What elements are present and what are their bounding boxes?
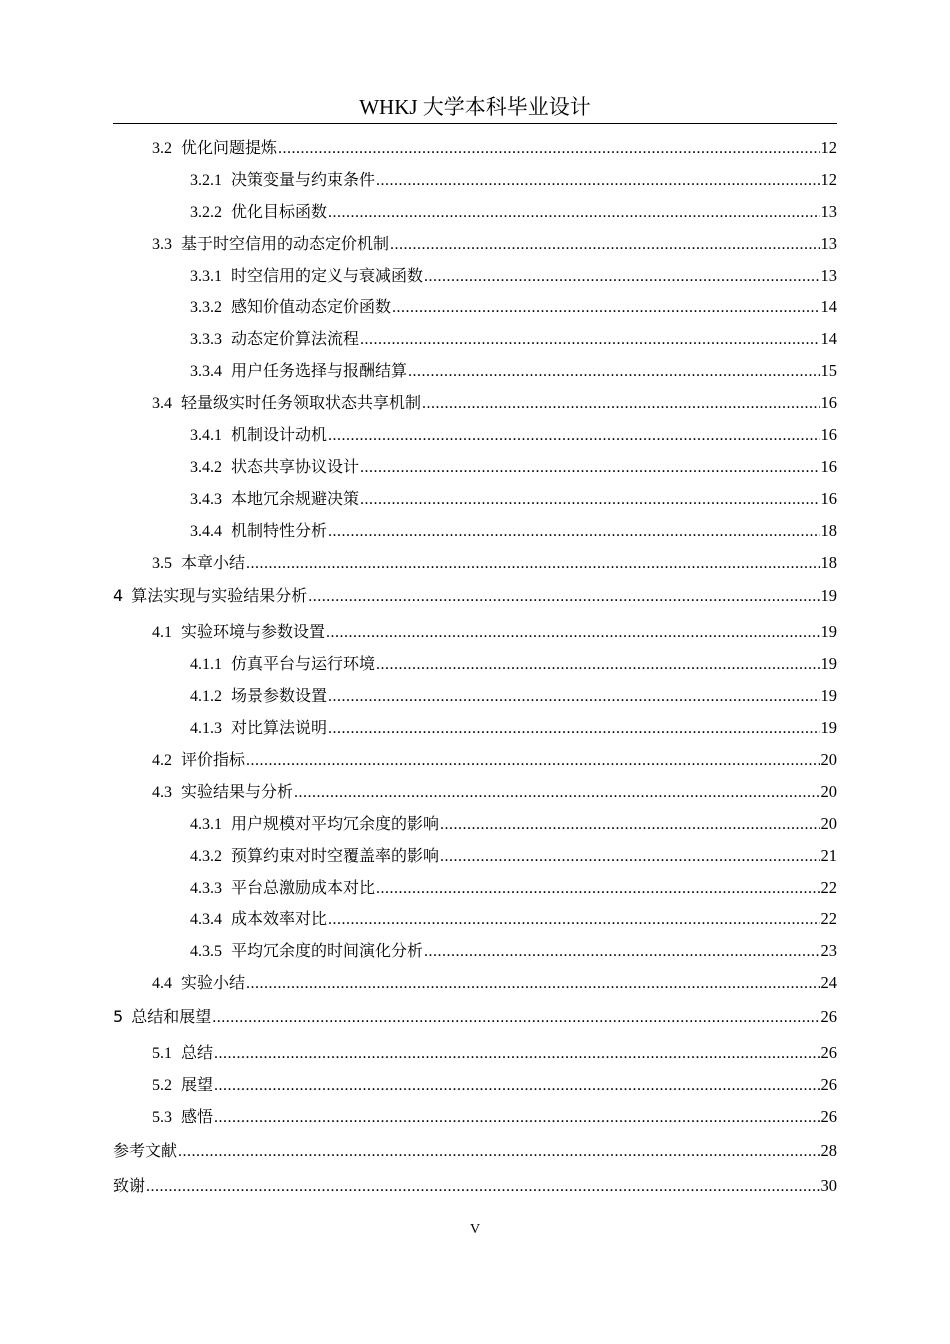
toc-dot-leader — [328, 420, 819, 452]
toc-entry-number: 3.4.4 — [190, 522, 222, 540]
toc-entry-page: 16 — [820, 425, 837, 445]
toc-entry-number: 3.4 — [152, 395, 172, 413]
header-divider — [113, 123, 837, 124]
toc-entry-number: 3.5 — [152, 554, 172, 572]
toc-entry-title: 机制设计动机 — [231, 425, 328, 445]
toc-dot-leader — [390, 229, 819, 261]
toc-entry-page: 16 — [820, 456, 837, 476]
toc-entry-title: 平均冗余度的时间演化分析 — [231, 941, 424, 961]
toc-dot-leader — [326, 617, 819, 649]
toc-entry-number: 4.3.4 — [190, 911, 222, 929]
toc-entry-number: 5.1 — [152, 1045, 172, 1063]
toc-entry-number: 4.1.2 — [190, 688, 222, 706]
toc-dot-leader — [212, 1000, 819, 1035]
toc-entry-number: 5.2 — [152, 1077, 172, 1095]
toc-entry-page: 22 — [820, 909, 837, 929]
toc-entry-number: 3.3 — [152, 235, 172, 253]
toc-entry-title: 本地冗余规避决策 — [231, 488, 360, 508]
toc-entry-number: 4.3.1 — [190, 815, 222, 833]
toc-dot-leader — [246, 745, 819, 777]
toc-entry[interactable] — [113, 648, 837, 680]
toc-entry-number: 4.2 — [152, 752, 172, 770]
toc-entry[interactable] — [113, 578, 837, 613]
toc-entry-number: 3.2 — [152, 140, 172, 157]
toc-entry-number: 3.3.2 — [190, 299, 222, 317]
toc-entry-number: 4.3.2 — [190, 847, 222, 865]
toc-entry-number: 3.4.2 — [190, 458, 222, 476]
toc-entry-title: 时空信用的定义与衰减函数 — [231, 265, 424, 285]
toc-entry-page: 20 — [820, 750, 837, 770]
toc-dot-leader — [246, 968, 819, 1000]
page-number: V — [469, 1222, 481, 1237]
toc-entry-page: 18 — [820, 520, 837, 540]
toc-entry[interactable] — [113, 419, 837, 451]
toc-entry-title: 用户任务选择与报酬结算 — [231, 361, 408, 381]
toc-entry-title: 评价指标 — [181, 750, 246, 770]
toc-entry[interactable] — [113, 291, 837, 323]
toc-entry-title: 参考文献 — [113, 1140, 178, 1160]
toc-entry[interactable] — [113, 1069, 837, 1101]
toc-entry[interactable] — [113, 872, 837, 904]
toc-entry-title: 感悟 — [181, 1106, 214, 1126]
toc-entry-title: 算法实现与实验结果分析 — [131, 586, 308, 606]
toc-dot-leader — [376, 649, 819, 681]
toc-entry-number: 5 — [113, 1007, 124, 1027]
toc-entry-number: 4.3 — [152, 783, 172, 801]
toc-entry[interactable] — [113, 1101, 837, 1133]
toc-entry-number: 3.3.1 — [190, 267, 222, 285]
toc-entry-number: 4.3.3 — [190, 879, 222, 897]
toc-entry-title: 仿真平台与运行环境 — [231, 654, 376, 674]
toc-entry-title: 成本效率对比 — [231, 909, 328, 929]
toc-entry-number: 3.4.1 — [190, 427, 222, 445]
toc-entry[interactable] — [113, 903, 837, 935]
toc-entry-title: 致谢 — [113, 1175, 146, 1195]
toc-entry-number: 3.3.4 — [190, 363, 222, 381]
toc-entry[interactable] — [113, 515, 837, 547]
toc-dot-leader — [360, 484, 819, 516]
toc-dot-leader — [214, 1038, 819, 1070]
toc-entry-title: 平台总激励成本对比 — [231, 877, 376, 897]
toc-entry-title: 决策变量与约束条件 — [231, 169, 376, 189]
toc-entry-page: 16 — [820, 488, 837, 508]
toc-entry-page: 19 — [820, 586, 837, 606]
toc-entry-title: 轻量级实时任务领取状态共享机制 — [181, 393, 422, 413]
toc-entry-page: 22 — [820, 877, 837, 897]
toc-entry[interactable] — [113, 935, 837, 967]
toc-entry-page: 12 — [820, 138, 837, 157]
toc-entry-title: 实验小结 — [181, 973, 246, 993]
toc-entry-page: 26 — [820, 1106, 837, 1126]
toc-dot-leader — [424, 936, 819, 968]
toc-entry-number: 4.1.3 — [190, 720, 222, 738]
toc-entry-title: 展望 — [181, 1075, 214, 1095]
toc-dot-leader — [408, 356, 819, 388]
toc-entry[interactable] — [113, 712, 837, 744]
page-header-title: WHKJ 大学本科毕业设计 — [359, 95, 591, 119]
toc-entry[interactable] — [113, 355, 837, 387]
table-of-contents — [113, 132, 837, 1203]
toc-dot-leader — [328, 516, 819, 548]
toc-entry-title: 本章小结 — [181, 552, 246, 572]
toc-entry-page: 21 — [820, 845, 837, 865]
toc-entry[interactable] — [113, 260, 837, 292]
toc-entry-title: 对比算法说明 — [231, 718, 328, 738]
toc-dot-leader — [214, 1070, 819, 1102]
toc-entry-page: 19 — [820, 718, 837, 738]
toc-entry[interactable] — [113, 744, 837, 776]
toc-entry-page: 26 — [820, 1043, 837, 1063]
toc-entry-number: 3.3.3 — [190, 331, 222, 349]
toc-dot-leader — [294, 777, 819, 809]
toc-dot-leader — [178, 1134, 819, 1169]
toc-entry[interactable] — [113, 680, 837, 712]
toc-entry-page: 16 — [820, 393, 837, 413]
toc-entry-page: 30 — [820, 1175, 837, 1195]
toc-entry[interactable] — [113, 776, 837, 808]
toc-entry[interactable] — [113, 1037, 837, 1069]
toc-entry-title: 场景参数设置 — [231, 686, 328, 706]
toc-dot-leader — [328, 713, 819, 745]
toc-dot-leader — [376, 165, 819, 197]
toc-entry-title: 实验环境与参数设置 — [181, 622, 326, 642]
toc-entry-page: 24 — [820, 973, 837, 993]
toc-dot-leader — [360, 324, 819, 356]
toc-dot-leader — [424, 261, 819, 293]
toc-dot-leader — [214, 1102, 819, 1134]
toc-entry-number: 4.4 — [152, 975, 172, 993]
toc-entry-page: 12 — [820, 169, 837, 189]
toc-entry-title: 用户规模对平均冗余度的影响 — [231, 813, 440, 833]
toc-entry-page: 19 — [820, 622, 837, 642]
toc-entry[interactable] — [113, 967, 837, 999]
toc-entry-title: 预算约束对时空覆盖率的影响 — [231, 845, 440, 865]
toc-entry-page: 18 — [820, 552, 837, 572]
toc-dot-leader — [422, 388, 819, 420]
toc-entry[interactable] — [113, 808, 837, 840]
toc-entry-title: 优化问题提炼 — [181, 138, 278, 157]
toc-entry-title: 状态共享协议设计 — [231, 456, 360, 476]
toc-dot-leader — [328, 197, 819, 229]
toc-entry[interactable] — [113, 132, 837, 164]
toc-entry-number: 4.1 — [152, 624, 172, 642]
toc-entry-title: 总结 — [181, 1043, 214, 1063]
toc-entry-page: 26 — [820, 1075, 837, 1095]
toc-entry-title: 感知价值动态定价函数 — [231, 297, 392, 317]
toc-entry-number: 5.3 — [152, 1108, 172, 1126]
toc-entry[interactable] — [113, 1168, 837, 1203]
toc-entry-number: 4 — [113, 586, 124, 606]
toc-entry-page: 19 — [820, 686, 837, 706]
toc-dot-leader — [440, 809, 819, 841]
toc-entry-title: 动态定价算法流程 — [231, 329, 360, 349]
toc-dot-leader — [246, 548, 819, 580]
toc-entry-number: 3.4.3 — [190, 490, 222, 508]
toc-entry-page: 26 — [820, 1007, 837, 1027]
toc-dot-leader — [440, 841, 819, 873]
toc-entry-page: 15 — [820, 361, 837, 381]
toc-entry[interactable] — [113, 840, 837, 872]
toc-entry[interactable] — [113, 164, 837, 196]
toc-entry-page: 14 — [820, 329, 837, 349]
toc-entry-title: 机制特性分析 — [231, 520, 328, 540]
toc-entry-number: 4.1.1 — [190, 656, 222, 674]
toc-entry-page: 13 — [820, 233, 837, 253]
toc-entry[interactable] — [113, 323, 837, 355]
toc-entry[interactable] — [113, 451, 837, 483]
toc-entry-page: 20 — [820, 813, 837, 833]
toc-entry-title: 总结和展望 — [131, 1007, 212, 1027]
toc-entry[interactable] — [113, 228, 837, 260]
toc-entry-page: 23 — [820, 941, 837, 961]
toc-entry[interactable] — [113, 483, 837, 515]
toc-entry-title: 基于时空信用的动态定价机制 — [181, 233, 390, 253]
toc-dot-leader — [278, 133, 819, 165]
toc-entry-title: 优化目标函数 — [231, 201, 328, 221]
toc-entry[interactable] — [113, 999, 837, 1034]
toc-entry[interactable] — [113, 547, 837, 579]
toc-entry-page: 14 — [820, 297, 837, 317]
toc-dot-leader — [360, 452, 819, 484]
toc-entry-page: 13 — [820, 265, 837, 285]
toc-entry-page: 19 — [820, 654, 837, 674]
toc-entry-number: 3.2.1 — [190, 171, 222, 189]
toc-entry-page: 13 — [820, 201, 837, 221]
toc-dot-leader — [392, 292, 819, 324]
toc-entry[interactable] — [113, 387, 837, 419]
toc-dot-leader — [308, 579, 819, 614]
toc-dot-leader — [146, 1169, 819, 1204]
toc-dot-leader — [376, 873, 819, 905]
toc-dot-leader — [328, 681, 819, 713]
toc-entry-title: 实验结果与分析 — [181, 781, 294, 801]
toc-entry[interactable] — [113, 1133, 837, 1168]
toc-entry[interactable] — [113, 196, 837, 228]
toc-entry[interactable] — [113, 616, 837, 648]
toc-dot-leader — [328, 904, 819, 936]
toc-entry-number: 4.3.5 — [190, 943, 222, 961]
toc-entry-page: 28 — [820, 1140, 837, 1160]
toc-entry-page: 20 — [820, 781, 837, 801]
toc-entry-number: 3.2.2 — [190, 203, 222, 221]
